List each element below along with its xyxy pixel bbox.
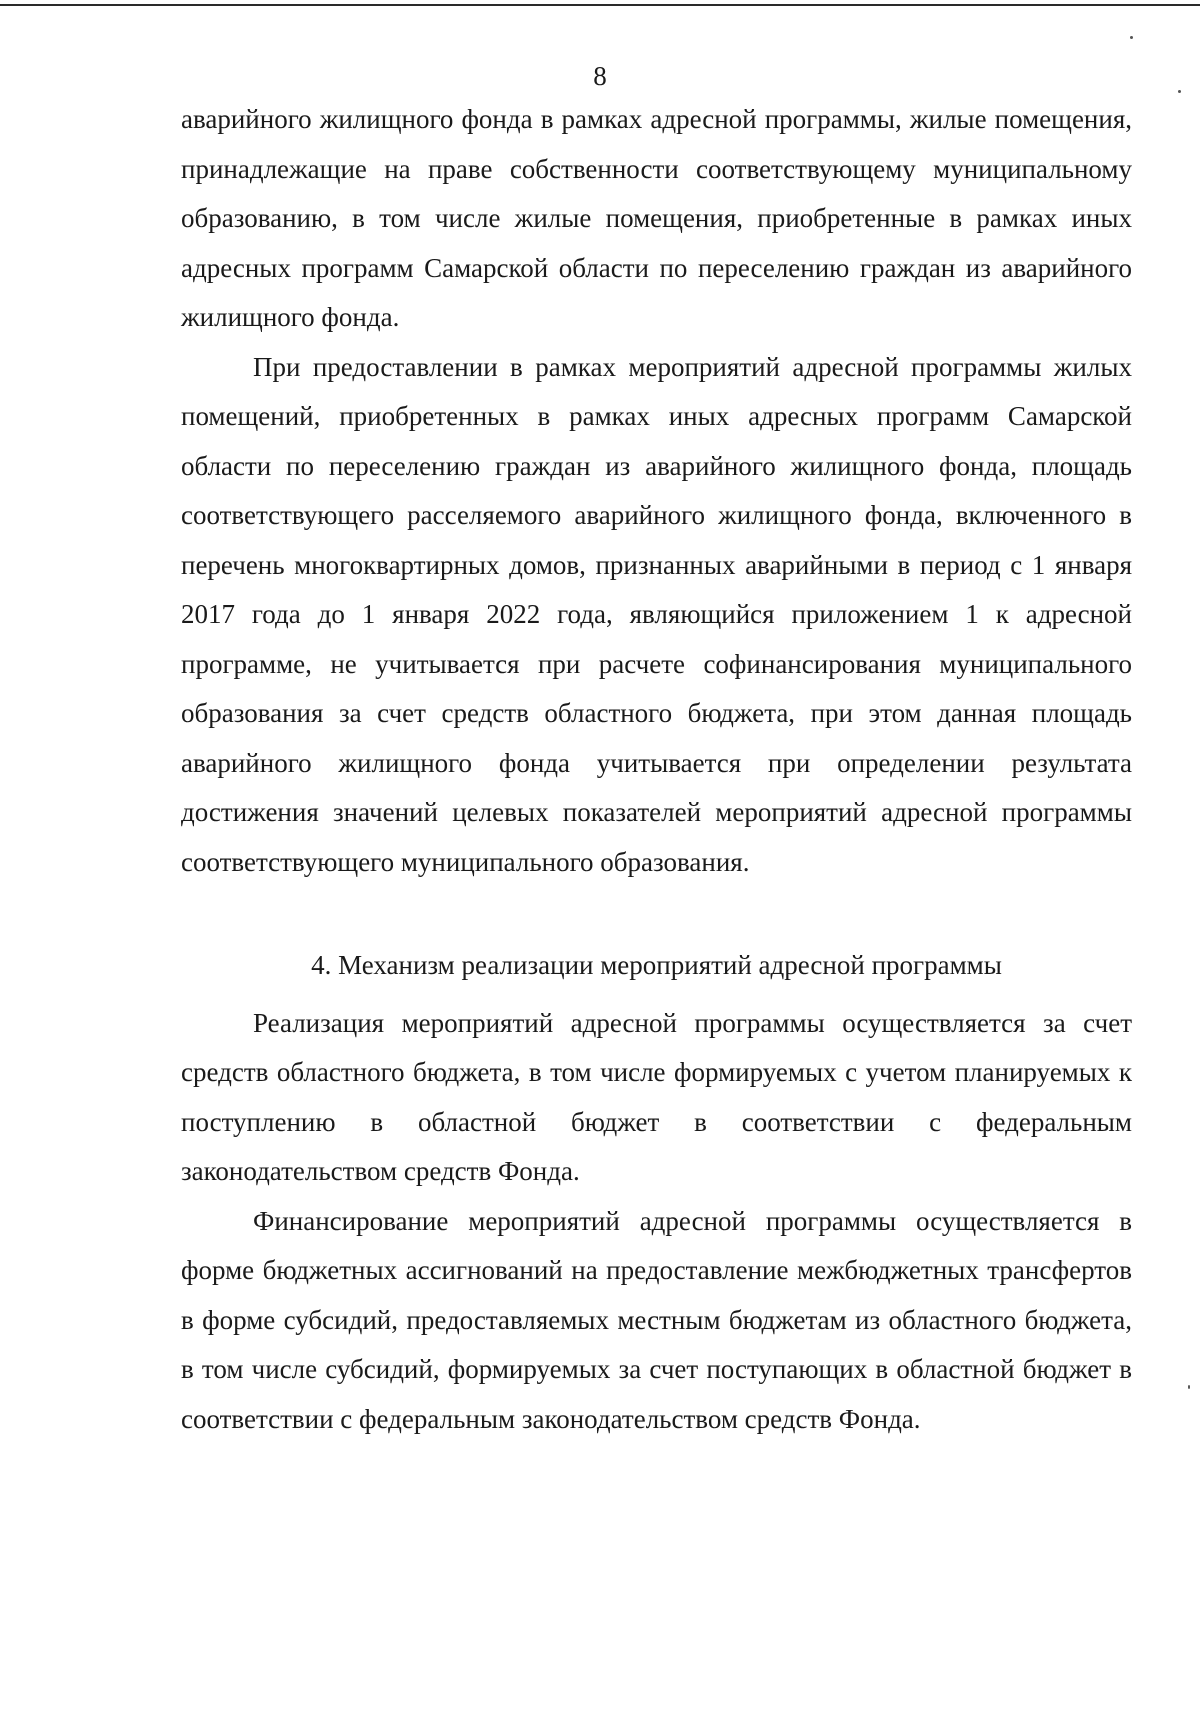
spacer [181,887,1132,941]
page-number: 8 [593,61,607,91]
document-body [181,95,1132,1444]
spacer [181,991,1132,999]
section-heading: 4. Механизм реализации мероприятий адресной программы [311,950,1002,980]
top-border-line [0,4,1200,6]
scan-speck [1130,36,1133,39]
scan-speck [1188,1385,1190,1389]
paragraph-resettlement-area: При предоставлении в рамках мероприятий адресной программы жилых помещений, приобретенных в рамках иных адресных программ Самарской области по переселению граждан из аварийного жилищного фонда, площадь соответствующего расселяемого аварийного жилищного фонда, включенного в перечень многоквартирных домов, признанных аварийными в период с 1 января 2017 года до 1 января 2022 года, являющийся приложением 1 к адресной программе, не учитывается при расчете софинансирования муниципального образования за счет средств областного бюджета, при этом данная площадь аварийного жилищного фонда учитывается при определении результата достижения значений целевых показателей мероприятий адресной программы соответствующего муниципального образования. [181,351,1132,877]
paragraph-continuation: аварийного жилищного фонда в рамках адресной программы, жилые помещения, принадлежащие на праве собственности соответствующему муниципальному образованию, в том числе жилые помещения, приобретенные в рамках иных адресных программ Самарской области по переселению граждан из аварийного жилищного фонда. [181,104,1132,332]
paragraph-implementation: Реализация мероприятий адресной программы осуществляется за счет средств областного бюджета, в том числе формируемых с учетом планируемых к поступлению в областной бюджет в соответствии с федеральным законодательством средств Фонда. [181,1007,1132,1186]
paragraph-financing: Финансирование мероприятий адресной программы осуществляется в форме бюджетных ассигнований на предоставление межбюджетных трансфертов в форме субсидий, предоставляемых местным бюджетам из областного бюджета, в том числе субсидий, формируемых за счет поступающих в областной бюджет в соответствии с федеральным законодательством средств Фонда. [181,1205,1132,1434]
scan-speck [1178,90,1181,93]
